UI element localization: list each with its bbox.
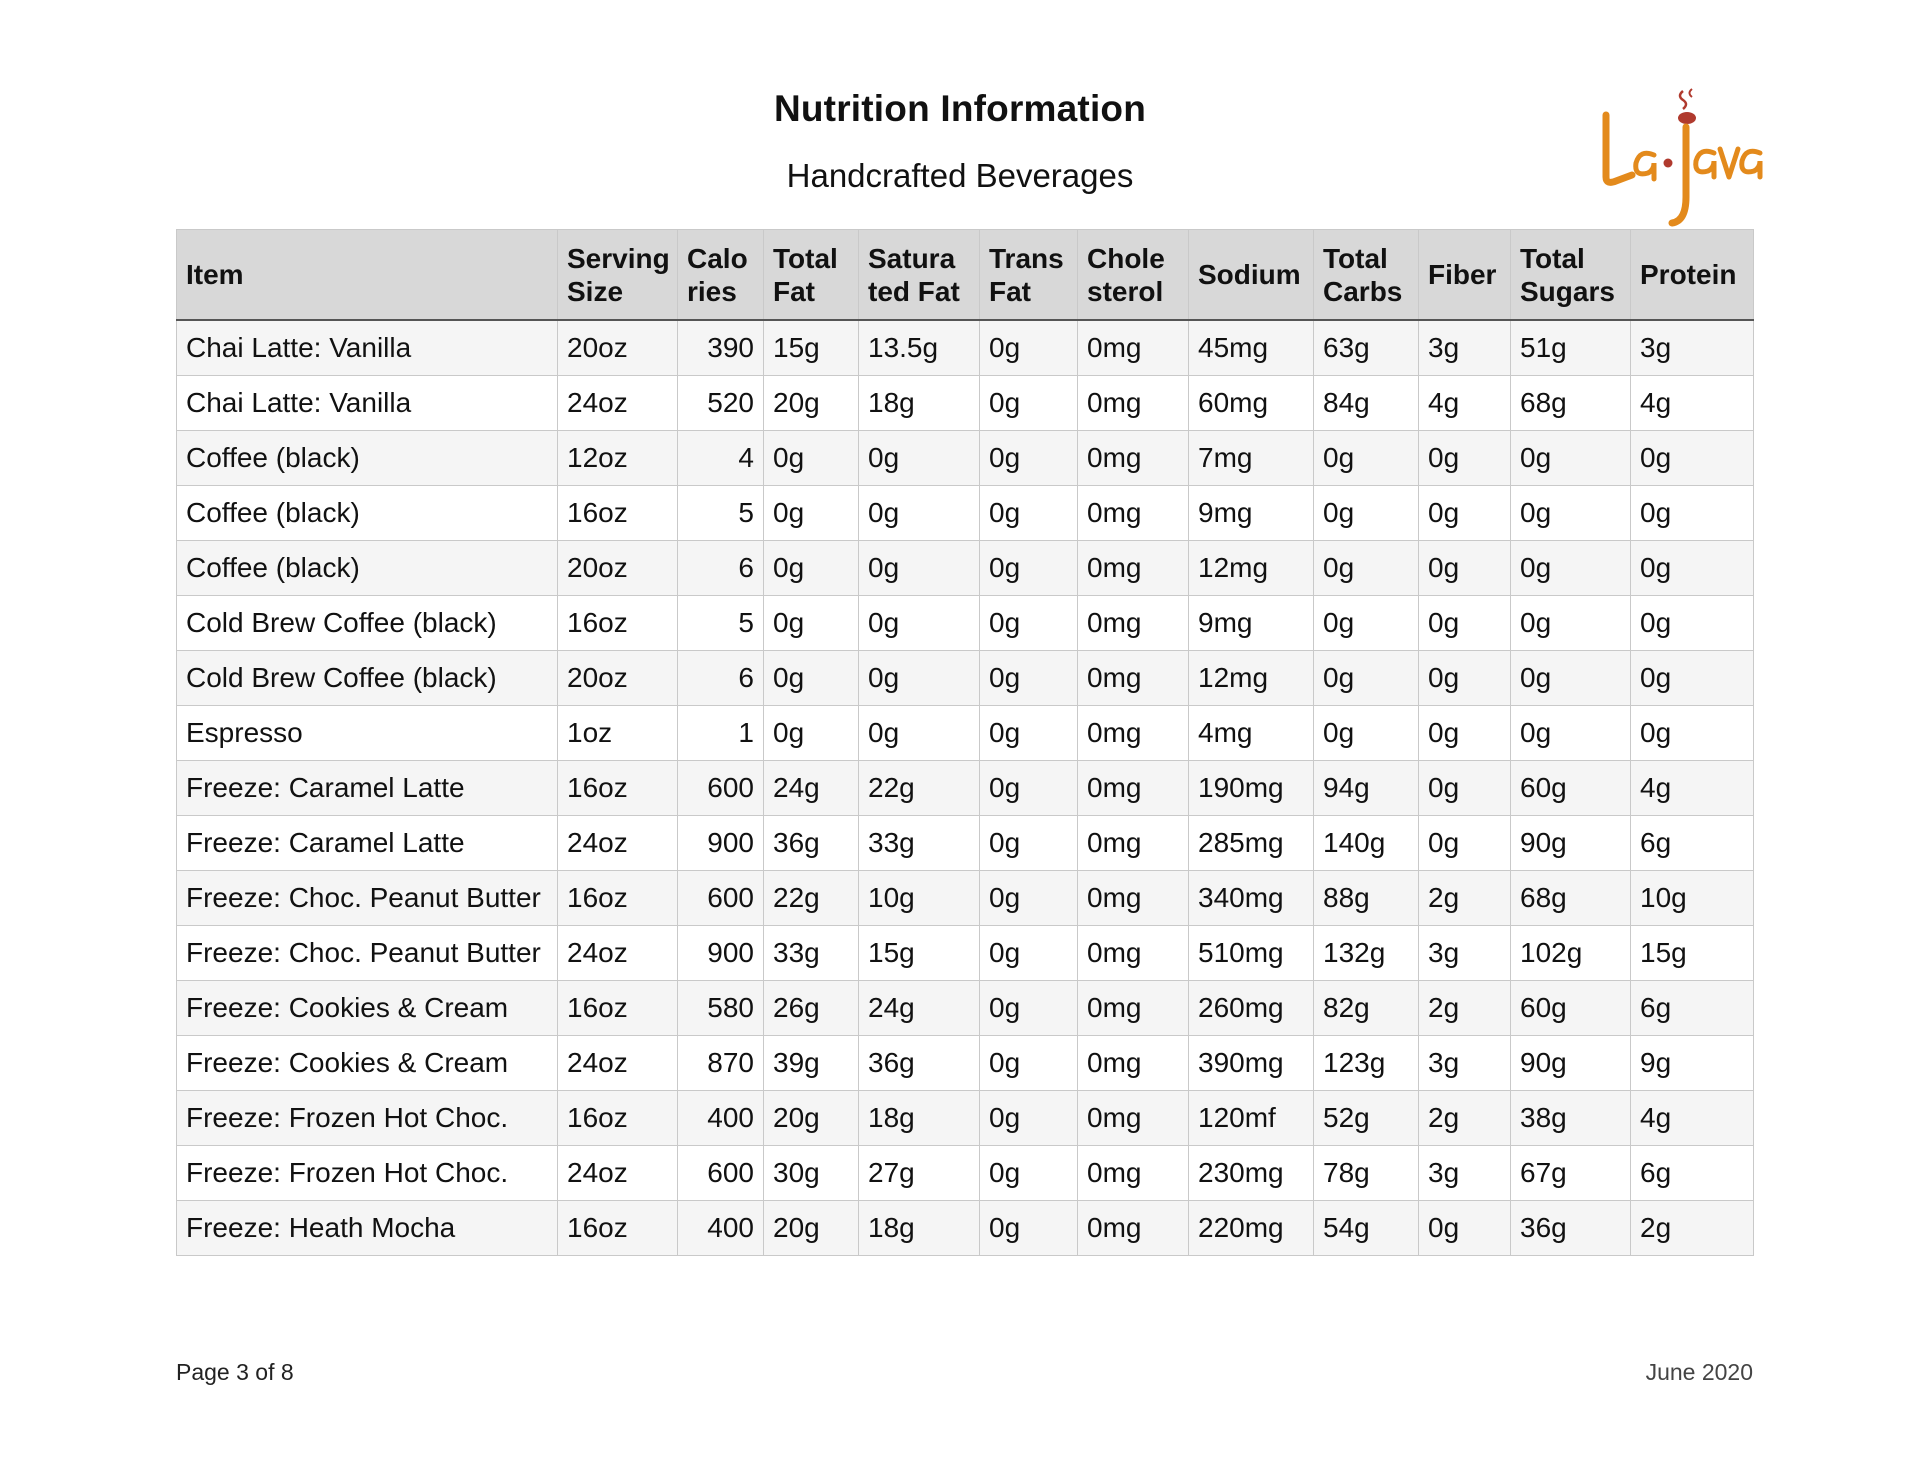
column-header-line1: Total <box>773 242 838 274</box>
table-cell: 0g <box>980 1036 1078 1091</box>
table-cell: 16oz <box>558 1091 678 1146</box>
table-cell: Freeze: Cookies & Cream <box>177 981 558 1036</box>
table-cell: 1oz <box>558 706 678 761</box>
table-cell: 0mg <box>1078 431 1189 486</box>
table-cell: 0g <box>980 486 1078 541</box>
table-cell: 4 <box>678 431 764 486</box>
column-header-line1: Sodium <box>1198 259 1301 290</box>
table-cell: 16oz <box>558 1201 678 1256</box>
table-cell: Cold Brew Coffee (black) <box>177 651 558 706</box>
table-cell: 900 <box>678 926 764 981</box>
column-header-line1: Total <box>1520 242 1585 274</box>
table-cell: 400 <box>678 1091 764 1146</box>
table-cell: 60g <box>1511 761 1631 816</box>
table-cell: 68g <box>1511 376 1631 431</box>
table-cell: 51g <box>1511 320 1631 376</box>
table-cell: 4g <box>1419 376 1511 431</box>
table-cell: 0g <box>1314 486 1419 541</box>
table-cell: 1 <box>678 706 764 761</box>
coffee-bean-mark <box>1678 112 1696 124</box>
nutrition-table <box>176 229 1754 1256</box>
column-header-line2: Carbs <box>1323 275 1403 307</box>
table-cell: 0g <box>980 706 1078 761</box>
table-cell: 0g <box>859 486 980 541</box>
table-cell: 0g <box>980 816 1078 871</box>
table-row <box>177 651 1754 706</box>
table-row <box>177 816 1754 871</box>
table-cell: 24oz <box>558 376 678 431</box>
table-cell: 190mg <box>1189 761 1314 816</box>
table-cell: 78g <box>1314 1146 1419 1201</box>
table-cell: 18g <box>859 376 980 431</box>
column-header-line2: ries <box>687 275 737 307</box>
table-cell: Freeze: Choc. Peanut Butter <box>177 871 558 926</box>
logo-letter-a3 <box>1742 151 1760 177</box>
table-cell: 94g <box>1314 761 1419 816</box>
table-cell: 39g <box>764 1036 859 1091</box>
table-cell: 580 <box>678 981 764 1036</box>
table-cell: 15g <box>764 320 859 376</box>
table-cell: 10g <box>859 871 980 926</box>
table-cell: 0g <box>1511 486 1631 541</box>
table-cell: 6 <box>678 541 764 596</box>
table-cell: Freeze: Caramel Latte <box>177 816 558 871</box>
table-cell: 63g <box>1314 320 1419 376</box>
table-cell: 0g <box>1419 541 1511 596</box>
table-cell: 33g <box>764 926 859 981</box>
column-header-line1: Satura <box>868 242 956 274</box>
table-cell: 0g <box>764 431 859 486</box>
table-cell: 0g <box>1631 651 1754 706</box>
table-cell: 0g <box>1511 596 1631 651</box>
steam-swirl <box>1680 91 1686 109</box>
table-cell: 0g <box>764 651 859 706</box>
table-cell: 12oz <box>558 431 678 486</box>
table-cell: 2g <box>1631 1201 1754 1256</box>
table-cell: 0g <box>1419 431 1511 486</box>
table-row <box>177 1036 1754 1091</box>
table-cell: 0g <box>1419 816 1511 871</box>
lajava-logo <box>1588 85 1768 235</box>
table-cell: 67g <box>1511 1146 1631 1201</box>
table-cell: Freeze: Caramel Latte <box>177 761 558 816</box>
table-cell: 60g <box>1511 981 1631 1036</box>
table-cell: 600 <box>678 871 764 926</box>
table-cell: 0g <box>859 596 980 651</box>
table-cell: 9g <box>1631 1036 1754 1091</box>
column-header-line1: Serving <box>567 242 670 274</box>
table-cell: 45mg <box>1189 320 1314 376</box>
table-row <box>177 1201 1754 1256</box>
column-header-line2: ted Fat <box>868 275 960 307</box>
table-cell: 400 <box>678 1201 764 1256</box>
table-cell: 52g <box>1314 1091 1419 1146</box>
table-cell: 15g <box>859 926 980 981</box>
table-cell: 0g <box>1511 706 1631 761</box>
column-header-line2: Fat <box>773 275 815 307</box>
table-cell: 0g <box>764 541 859 596</box>
table-cell: 5 <box>678 596 764 651</box>
table-cell: 0g <box>1419 651 1511 706</box>
table-cell: 340mg <box>1189 871 1314 926</box>
table-cell: 36g <box>1511 1201 1631 1256</box>
table-cell: 22g <box>764 871 859 926</box>
table-cell: 2g <box>1419 1091 1511 1146</box>
table-cell: 4g <box>1631 1091 1754 1146</box>
column-header-line1: Total <box>1323 242 1388 274</box>
table-cell: 220mg <box>1189 1201 1314 1256</box>
table-cell: 600 <box>678 761 764 816</box>
table-cell: 0g <box>1511 431 1631 486</box>
table-cell: Freeze: Frozen Hot Choc. <box>177 1091 558 1146</box>
table-cell: 6g <box>1631 816 1754 871</box>
table-cell: 0mg <box>1078 1201 1189 1256</box>
table-cell: 0mg <box>1078 926 1189 981</box>
column-header-line1: Protein <box>1640 259 1737 290</box>
table-cell: Chai Latte: Vanilla <box>177 376 558 431</box>
column-header-line2: Sugars <box>1520 275 1615 307</box>
table-cell: 0g <box>1314 596 1419 651</box>
table-cell: 6g <box>1631 981 1754 1036</box>
table-cell: 0g <box>764 596 859 651</box>
table-row <box>177 541 1754 596</box>
table-cell: 88g <box>1314 871 1419 926</box>
table-cell: 0g <box>764 706 859 761</box>
table-cell: 285mg <box>1189 816 1314 871</box>
table-cell: 9mg <box>1189 486 1314 541</box>
table-cell: 12mg <box>1189 651 1314 706</box>
table-cell: 4g <box>1631 376 1754 431</box>
table-cell: 0mg <box>1078 486 1189 541</box>
table-cell: 0g <box>1419 596 1511 651</box>
table-cell: 90g <box>1511 1036 1631 1091</box>
table-cell: 0g <box>980 761 1078 816</box>
table-cell: 0g <box>1419 706 1511 761</box>
table-cell: 20oz <box>558 651 678 706</box>
table-cell: 0g <box>980 596 1078 651</box>
column-header <box>1078 230 1189 321</box>
table-cell: Freeze: Frozen Hot Choc. <box>177 1146 558 1201</box>
table-row <box>177 1091 1754 1146</box>
table-cell: 0g <box>1631 431 1754 486</box>
table-cell: 26g <box>764 981 859 1036</box>
page-title: Nutrition Information <box>773 88 1147 129</box>
column-header <box>1314 230 1419 321</box>
table-cell: 0g <box>1511 541 1631 596</box>
table-cell: 54g <box>1314 1201 1419 1256</box>
column-header <box>1189 230 1314 321</box>
table-cell: 9mg <box>1189 596 1314 651</box>
page-number: Page 3 of 8 <box>176 1359 294 1385</box>
table-cell: 0g <box>1314 541 1419 596</box>
table-row <box>177 981 1754 1036</box>
table-cell: 0mg <box>1078 376 1189 431</box>
column-header <box>859 230 980 321</box>
table-cell: 0mg <box>1078 1036 1189 1091</box>
table-cell: 0g <box>764 486 859 541</box>
table-cell: 82g <box>1314 981 1419 1036</box>
column-header <box>1631 230 1754 321</box>
table-cell: 390 <box>678 320 764 376</box>
table-cell: 0g <box>1419 486 1511 541</box>
table-cell: 123g <box>1314 1036 1419 1091</box>
table-cell: 13.5g <box>859 320 980 376</box>
table-cell: 0g <box>859 431 980 486</box>
table-cell: 0g <box>859 651 980 706</box>
table-cell: 520 <box>678 376 764 431</box>
table-cell: 27g <box>859 1146 980 1201</box>
table-cell: 3g <box>1419 1146 1511 1201</box>
table-cell: 38g <box>1511 1091 1631 1146</box>
table-cell: 20g <box>764 1091 859 1146</box>
table-cell: 0g <box>1631 541 1754 596</box>
table-row <box>177 871 1754 926</box>
table-cell: 4g <box>1631 761 1754 816</box>
steam-swirl-2 <box>1690 89 1693 97</box>
table-cell: 7mg <box>1189 431 1314 486</box>
table-cell: 230mg <box>1189 1146 1314 1201</box>
table-cell: 2g <box>1419 981 1511 1036</box>
table-cell: 3g <box>1631 320 1754 376</box>
table-cell: 0g <box>980 431 1078 486</box>
column-header <box>177 230 558 321</box>
column-header <box>1511 230 1631 321</box>
logo-dot <box>1664 159 1673 168</box>
table-cell: 3g <box>1419 1036 1511 1091</box>
table-cell: 36g <box>859 1036 980 1091</box>
table-cell: 0g <box>980 926 1078 981</box>
table-cell: 900 <box>678 816 764 871</box>
table-cell: 0g <box>980 320 1078 376</box>
table-cell: 84g <box>1314 376 1419 431</box>
column-header-line1: Calo <box>687 242 748 274</box>
table-cell: 510mg <box>1189 926 1314 981</box>
table-cell: 0g <box>859 706 980 761</box>
table-cell: 2g <box>1419 871 1511 926</box>
table-header-row <box>177 230 1754 321</box>
table-cell: 600 <box>678 1146 764 1201</box>
table-cell: Freeze: Heath Mocha <box>177 1201 558 1256</box>
table-cell: 60mg <box>1189 376 1314 431</box>
table-cell: 10g <box>1631 871 1754 926</box>
column-header <box>1419 230 1511 321</box>
table-cell: 90g <box>1511 816 1631 871</box>
table-cell: 0g <box>980 541 1078 596</box>
table-cell: 0g <box>859 541 980 596</box>
column-header <box>764 230 859 321</box>
table-cell: 0g <box>980 651 1078 706</box>
table-cell: 20oz <box>558 320 678 376</box>
column-header-line1: Trans <box>989 242 1064 274</box>
table-cell: 22g <box>859 761 980 816</box>
table-cell: 68g <box>1511 871 1631 926</box>
table-cell: 0mg <box>1078 816 1189 871</box>
table-row <box>177 926 1754 981</box>
table-cell: 0mg <box>1078 320 1189 376</box>
column-header <box>558 230 678 321</box>
table-cell: 18g <box>859 1091 980 1146</box>
table-cell: Freeze: Choc. Peanut Butter <box>177 926 558 981</box>
table-cell: 0mg <box>1078 596 1189 651</box>
table-cell: 0g <box>1314 651 1419 706</box>
table-cell: 16oz <box>558 486 678 541</box>
table-row <box>177 320 1754 376</box>
column-header-line2: Size <box>567 275 624 307</box>
table-cell: 0g <box>1314 706 1419 761</box>
table-cell: 0mg <box>1078 651 1189 706</box>
table-cell: 0g <box>1419 1201 1511 1256</box>
logo-letter-a2 <box>1696 151 1714 177</box>
logo-letter-a1 <box>1636 153 1654 179</box>
table-cell: 132g <box>1314 926 1419 981</box>
table-cell: 12mg <box>1189 541 1314 596</box>
table-cell: 102g <box>1511 926 1631 981</box>
table-cell: 6g <box>1631 1146 1754 1201</box>
table-cell: 0mg <box>1078 981 1189 1036</box>
table-row <box>177 486 1754 541</box>
table-cell: 0g <box>1631 486 1754 541</box>
column-header-line2: Fat <box>989 275 1031 307</box>
table-body <box>177 320 1754 1256</box>
table-cell: 24oz <box>558 926 678 981</box>
table-cell: 260mg <box>1189 981 1314 1036</box>
table-cell: 24oz <box>558 1146 678 1201</box>
table-cell: 0g <box>980 1201 1078 1256</box>
table-cell: Espresso <box>177 706 558 761</box>
column-header-line1: Item <box>186 259 244 290</box>
table-cell: 4mg <box>1189 706 1314 761</box>
table-row <box>177 596 1754 651</box>
table-cell: 20oz <box>558 541 678 596</box>
column-header-line1: Chole <box>1087 242 1165 274</box>
table-cell: 3g <box>1419 320 1511 376</box>
table-cell: Freeze: Cookies & Cream <box>177 1036 558 1091</box>
table-cell: 870 <box>678 1036 764 1091</box>
column-header-line1: Fiber <box>1428 259 1497 290</box>
table-cell: 24oz <box>558 1036 678 1091</box>
table-cell: 20g <box>764 376 859 431</box>
table-cell: Cold Brew Coffee (black) <box>177 596 558 651</box>
table-cell: 0g <box>1631 596 1754 651</box>
table-cell: 33g <box>859 816 980 871</box>
table-cell: 0mg <box>1078 706 1189 761</box>
table-cell: 16oz <box>558 981 678 1036</box>
table-cell: 0mg <box>1078 1091 1189 1146</box>
table-row <box>177 1146 1754 1201</box>
table-cell: 140g <box>1314 816 1419 871</box>
table-cell: 16oz <box>558 871 678 926</box>
table-cell: 0g <box>1631 706 1754 761</box>
table-cell: 15g <box>1631 926 1754 981</box>
column-header <box>678 230 764 321</box>
table-cell: Coffee (black) <box>177 431 558 486</box>
table-cell: 0g <box>1419 761 1511 816</box>
document-date: June 2020 <box>1645 1359 1753 1385</box>
table-cell: 0mg <box>1078 761 1189 816</box>
table-cell: 120mf <box>1189 1091 1314 1146</box>
table-cell: 30g <box>764 1146 859 1201</box>
table-cell: 0mg <box>1078 1146 1189 1201</box>
table-cell: 0mg <box>1078 541 1189 596</box>
logo-letter-l <box>1606 115 1632 182</box>
table-cell: 5 <box>678 486 764 541</box>
table-cell: Coffee (black) <box>177 541 558 596</box>
table-row <box>177 706 1754 761</box>
table-cell: 0g <box>980 871 1078 926</box>
table-cell: 0g <box>1511 651 1631 706</box>
logo-letter-v <box>1720 149 1738 177</box>
table-cell: 0g <box>980 376 1078 431</box>
logo-letter-j <box>1672 127 1686 223</box>
table-cell: 18g <box>859 1201 980 1256</box>
table-cell: 0mg <box>1078 871 1189 926</box>
table-cell: 0g <box>980 1091 1078 1146</box>
table-cell: Coffee (black) <box>177 486 558 541</box>
table-cell: 24g <box>764 761 859 816</box>
table-cell: 24g <box>859 981 980 1036</box>
table-row <box>177 761 1754 816</box>
table-cell: 24oz <box>558 816 678 871</box>
table-cell: 20g <box>764 1201 859 1256</box>
table-cell: 0g <box>1314 431 1419 486</box>
table-row <box>177 431 1754 486</box>
column-header-line2: sterol <box>1087 275 1164 307</box>
table-cell: 36g <box>764 816 859 871</box>
table-cell: 0g <box>980 1146 1078 1201</box>
table-row <box>177 376 1754 431</box>
table-cell: 390mg <box>1189 1036 1314 1091</box>
table-cell: 3g <box>1419 926 1511 981</box>
column-header <box>980 230 1078 321</box>
table-cell: 0g <box>980 981 1078 1036</box>
page-subtitle: Handcrafted Beverages <box>786 157 1134 194</box>
table-cell: Chai Latte: Vanilla <box>177 320 558 376</box>
table-cell: 16oz <box>558 596 678 651</box>
table-cell: 6 <box>678 651 764 706</box>
table-cell: 16oz <box>558 761 678 816</box>
